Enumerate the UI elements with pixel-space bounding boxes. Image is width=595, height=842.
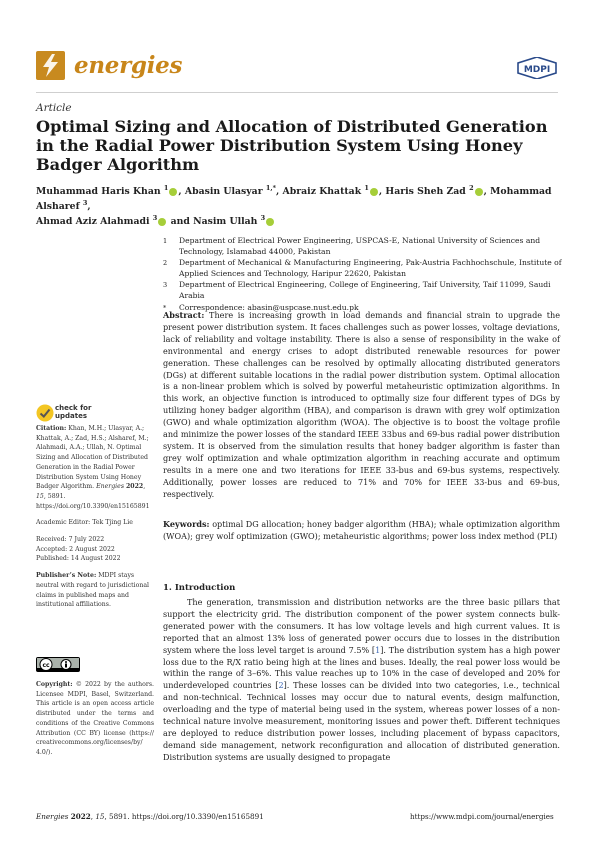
copyright-info xyxy=(36,680,154,758)
intro-text-1: The generation, transmission and distribution networks are the three basic pillars that support the electricity grid. The distribution component of the power system connects bulk-generated power with the consumers. It has low voltage levels and high current values. It is reported that an almost 13% loss of generated power occurs due to losses in the distribution system where the loss level target is around 7.5% [ xyxy=(163,597,560,655)
citation: Citation: Khan, M.H.; Ulasyar, A.; Khattak, A.; Zad, H.S.; Alsharef, M.; Alahmadi, A.A.; Ullah, N. Optimal Sizing and Allocation of Distributed Generation in the Radial Power Distribution System Using Honey Badger Algorithm. Energies 2022, 15, 5891. https://doi.org/10.3390/en15165891 xyxy=(36,425,150,510)
affiliation-number: 3 xyxy=(163,281,168,290)
check-for-updates-icon[interactable] xyxy=(36,404,54,422)
citation-text: Khan, M.H.; Ulasyar, A.; Khattak, A.; Zad, H.S.; Alsharef, M.; Alahmadi, A.A.; Ullah, N. Optimal Sizing and Allocation of Distributed Generation in the Radial Power Distribution System Using Honey Badger Algorithm. xyxy=(36,425,149,491)
author-name: Nasim Ullah xyxy=(193,216,258,227)
publisher-note xyxy=(36,571,154,610)
header-divider xyxy=(36,92,558,93)
affiliation-item xyxy=(163,258,563,279)
abstract-text: There is increasing growth in load demands and financial strain to upgrade the present power distribution system. It faces challenges such as power losses, voltage deviations, lack of reliability and voltage instability. There is also a sense of responsibility in the wake of environmental and energy crises to adopt distributed renewable resources for power generation. These challenges can be resolved by optimally allocating distributed generators (DGs) at different suitable locations in the radial power distribution system. Optimal allocation is a non-linear problem which is solved by powerful metaheuristic optimization algorithms. In this work, an objective function is introduced to optimally size four different types of DGs by utilizing honey badger algorithm (HBA), and comparison is drawn with grey wolf optimization (GWO) and whale optimization algorithm (WOA). The objective is to boost the voltage profile and minimize the power losses of the standard IEEE 33bus and 69-bus radial power distribution system. It is observed from the simulation results that honey badger algorithm is faster than grey wolf optimization and whale optimization algorithm in reaching accurate and optimum results in a mere one and two iterations for IEEE 33-bus and 69-bus systems, respectively. Additionally, power losses are reduced to 71% and 70% for IEEE 33-bus and 69-bus, respectively. xyxy=(163,310,560,499)
affiliation-text: Correspondence: abasin@uspcase.nust.edu.pk xyxy=(179,302,359,312)
orcid-icon[interactable] xyxy=(370,188,378,196)
author-name: Abraiz Khattak xyxy=(282,186,362,197)
author-list xyxy=(36,184,561,229)
reference-link-2[interactable]: 2 xyxy=(278,680,284,691)
orcid-icon[interactable] xyxy=(475,188,483,196)
intro-text-2: ]. The distribution system has a high power loss due to the R/X ratio being high at the lines and buses. Ideally, the real power loss would be within the range of 3–6%. This value reaches up to 10% in the case of developed and 20% for underdeveloped countries [ xyxy=(163,644,560,691)
affiliation-item xyxy=(163,236,563,257)
footer-year: 2022 xyxy=(70,812,91,821)
abstract xyxy=(163,310,560,501)
abstract-label: Abstract: xyxy=(163,310,205,320)
author-separator: , xyxy=(178,186,185,197)
affiliation-number: 2 xyxy=(163,259,168,268)
citation-volume: 15 xyxy=(36,492,44,500)
publisher-note-text: MDPI stays neutral with regard to jurisdictional claims in published maps and institutional affiliations. xyxy=(36,572,150,609)
footer-journal-url[interactable]: https://www.mdpi.com/journal/energies xyxy=(410,812,554,821)
date-received: Received: 7 July 2022 xyxy=(36,536,105,544)
copyright-text: © 2022 by the authors. Licensee MDPI, Basel, Switzerland. This article is an open access article distributed under the terms and conditions of the Creative Commons Attribution (CC BY) license (https:// creativecommons.org/licenses/by/ 4.0/). xyxy=(36,681,154,756)
author-name: Muhammad Haris Khan xyxy=(36,186,161,197)
author-name: Mohammad Alsharef xyxy=(36,186,552,212)
footer-volume: 15 xyxy=(95,812,105,821)
keywords-text: optimal DG allocation; honey badger algorithm (HBA); whale optimization algorithm (WOA); grey wolf optimization (GWO); metaheuristic algorithms; power loss index method (PLI) xyxy=(163,519,560,541)
author-separator: , xyxy=(378,186,386,197)
keywords xyxy=(163,519,560,543)
citation-journal: Energies xyxy=(96,483,124,491)
citation-year: 2022 xyxy=(125,483,144,491)
author-affiliation-marker: 1,* xyxy=(265,183,277,192)
cc-by-license-icon[interactable] xyxy=(36,657,80,672)
academic-editor: Academic Editor: Tek Tjing Lie xyxy=(36,519,133,527)
cc-label: cc xyxy=(42,662,50,669)
publisher-note-label: Publisher’s Note: xyxy=(36,572,97,580)
sidebar-info xyxy=(36,424,154,617)
keywords-label: Keywords: xyxy=(163,519,210,529)
author-separator: , xyxy=(87,201,91,212)
footer-doi[interactable]: , 5891. https://doi.org/10.3390/en15165891 xyxy=(104,812,264,821)
affiliation-text: Department of Mechanical & Manufacturing Engineering, Pak-Austria Fachhochschule, Institute of Applied Sciences and Technology, Haripur 22620, Pakistan xyxy=(179,258,562,278)
footer-journal: Energies xyxy=(36,812,69,821)
affiliation-number: * xyxy=(163,303,167,312)
paper-title: Optimal Sizing and Allocation of Distributed Generation in the Radial Power Distribution System Using Honey Badger Algorithm xyxy=(36,117,548,174)
reference-link-1[interactable]: 1 xyxy=(375,644,381,655)
affiliation-number: 1 xyxy=(163,237,168,245)
author-affiliation-marker: 3 xyxy=(152,213,158,222)
author-separator: , xyxy=(483,186,491,197)
author-affiliation-marker: 1 xyxy=(364,183,369,192)
author-separator: and xyxy=(167,216,194,227)
footer-citation: Energies 2022, 15, 5891. https://doi.org/10.3390/en15165891 xyxy=(36,812,264,821)
affiliation-text: Department of Electrical Power Engineering, USPCAS-E, National University of Sciences and Technology, Islamabad 44000, Pakistan xyxy=(179,236,541,256)
author-name: Ahmad Aziz Alahmadi xyxy=(36,216,150,227)
author-affiliation-marker: 3 xyxy=(82,198,88,207)
section-heading-introduction: 1. Introduction xyxy=(163,583,236,593)
publisher-name: MDPI xyxy=(523,65,551,75)
intro-text-3: ]. These losses can be divided into two categories, i.e., technical and non-technical. Technical losses may occur due to natural events, design malfunction, overloading and the type of material being used in the system, whereas power losses of a non-technical nature involve measurement, monitoring issues and power theft. Different techniques are deployed to reduce distribution power losses, including placement of bypass capacitors, demand side management, network reconfiguration and allocation of distributed generation. Distribution systems are usually designed to propagate xyxy=(163,680,560,762)
author-affiliation-marker: 2 xyxy=(469,183,474,192)
affiliation-text: Department of Electrical Engineering, College of Engineering, Taif University, Taif 11099, Saudi Arabia xyxy=(179,280,551,300)
author-name: Abasin Ulasyar xyxy=(184,186,263,197)
author-affiliation-marker: 1 xyxy=(163,183,169,192)
affiliation-list xyxy=(163,236,563,314)
mdpi-logo-icon[interactable] xyxy=(517,57,557,79)
introduction-paragraph xyxy=(163,597,560,764)
orcid-icon[interactable] xyxy=(158,218,166,226)
author-affiliation-marker: 3 xyxy=(260,213,266,222)
orcid-icon[interactable] xyxy=(266,218,274,226)
copyright-label: Copyright: xyxy=(36,681,73,688)
check-for-updates-line2: updates xyxy=(55,412,87,420)
citation-label: Citation: xyxy=(36,425,67,432)
journal-name[interactable]: energies xyxy=(74,52,183,79)
date-accepted: Accepted: 2 August 2022 xyxy=(36,545,115,553)
date-published: Published: 14 August 2022 xyxy=(36,555,121,563)
affiliation-item xyxy=(163,280,563,301)
journal-logo-icon xyxy=(36,51,65,80)
check-for-updates-line1: check for xyxy=(55,404,92,412)
author-name: Haris Sheh Zad xyxy=(385,186,466,197)
author-separator: , xyxy=(276,186,283,197)
article-type: Article xyxy=(36,102,72,114)
citation-doi[interactable]: , 5891. https://doi.org/10.3390/en15165891 xyxy=(36,492,150,510)
orcid-icon[interactable] xyxy=(169,188,177,196)
check-for-updates-link[interactable] xyxy=(55,404,91,420)
